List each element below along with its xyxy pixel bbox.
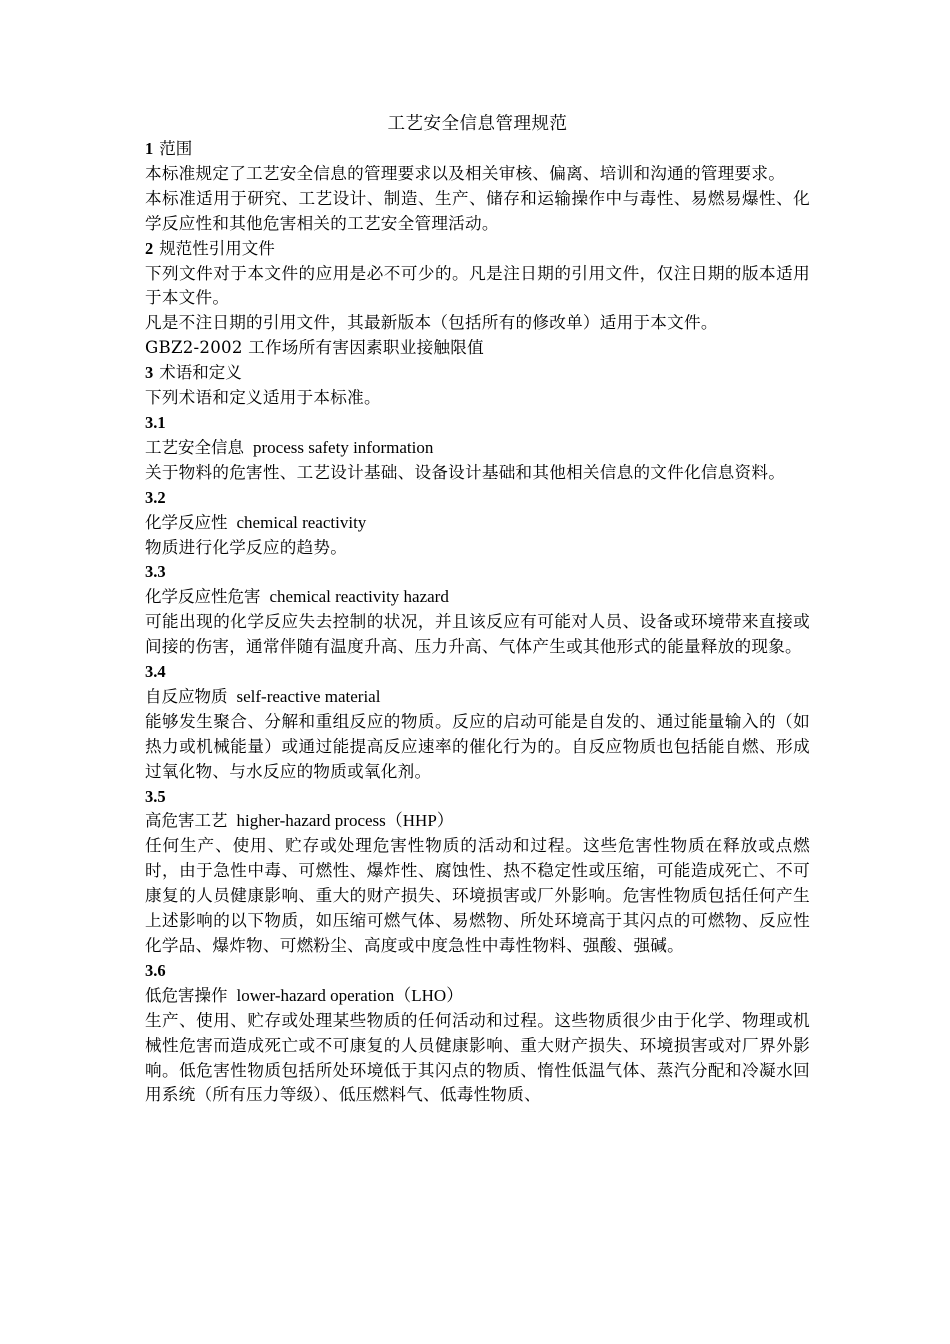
term-definition: 能够发生聚合、分解和重组反应的物质。反应的启动可能是自发的、通过能量输入的（如热力或机械能量）或通过能提高反应速率的催化行为的。自反应物质也包括能自燃、形成过氧化物、与水反应的物质或氧化剂。 xyxy=(145,711,810,781)
term-line xyxy=(145,585,810,610)
clause-number: 3.2 xyxy=(145,487,166,507)
section-number: 3 xyxy=(145,363,154,383)
term-definition: 任何生产、使用、贮存或处理危害性物质的活动和过程。这些危害性物质在释放或点燃时，由于急性中毒、可燃性、爆炸性、腐蚀性、热不稳定性或压缩，可能造成死亡、不可康复的人员健康影响、重大的财产损失、环境损害或厂外影响。危害性物质包括任何产生上述影响的以下物质，如压缩可燃气体、易燃物、所处环境高于其闪点的可燃物、反应性化学品、爆炸物、可燃粉尘、高度或中度急性中毒性物料、强酸、强碱。 xyxy=(145,836,810,955)
section-title: 规范性引用文件 xyxy=(159,238,275,258)
clause-number: 3.6 xyxy=(145,960,166,980)
term-chinese: 自反应物质 xyxy=(145,686,228,706)
section-number: 1 xyxy=(145,139,154,158)
term-line xyxy=(145,511,810,536)
section-title: 范围 xyxy=(159,139,193,158)
section-1-heading xyxy=(145,137,810,162)
section-number: 2 xyxy=(145,238,154,258)
term-english: process safety information xyxy=(253,437,434,457)
document-page xyxy=(145,112,810,1108)
section-2-heading xyxy=(145,237,810,262)
term-line xyxy=(145,809,810,834)
section-3-heading xyxy=(145,361,810,386)
term-chinese: 低危害操作 xyxy=(145,985,228,1005)
term-definition: 物质进行化学反应的趋势。 xyxy=(145,537,348,557)
clause-number: 3.4 xyxy=(145,662,166,682)
document-title: 工艺安全信息管理规范 xyxy=(387,114,568,134)
normative-reference: GBZ2-2002 工作场所有害因素职业接触限值 xyxy=(145,338,484,358)
section-2-paragraph-1: 下列文件对于本文件的应用是必不可少的。凡是注日期的引用文件，仅注日期的版本适用于本文件。 xyxy=(145,263,810,308)
term-definition: 可能出现的化学反应失去控制的状况，并且该反应有可能对人员、设备或环境带来直接或间接的伤害，通常伴随有温度升高、压力升高、气体产生或其他形式的能量释放的现象。 xyxy=(145,612,810,657)
term-chinese: 高危害工艺 xyxy=(145,811,228,831)
term-english: chemical reactivity xyxy=(236,512,367,532)
term-english: higher-hazard process（HHP） xyxy=(236,811,454,831)
section-3-paragraph-1: 下列术语和定义适用于本标准。 xyxy=(145,388,381,408)
term-english: lower-hazard operation（LHO） xyxy=(236,985,464,1005)
section-2-paragraph-2: 凡是不注日期的引用文件，其最新版本（包括所有的修改单）适用于本文件。 xyxy=(145,313,718,333)
term-chinese: 化学反应性危害 xyxy=(145,587,261,607)
clause-number: 3.1 xyxy=(145,412,166,432)
term-chinese: 工艺安全信息 xyxy=(145,437,244,457)
term-chinese: 化学反应性 xyxy=(145,512,228,532)
term-line xyxy=(145,436,810,461)
term-line xyxy=(145,685,810,710)
term-definition: 关于物料的危害性、工艺设计基础、设备设计基础和其他相关信息的文件化信息资料。 xyxy=(145,462,786,482)
clause-number: 3.5 xyxy=(145,786,166,806)
term-line xyxy=(145,984,810,1009)
term-english: self-reactive material xyxy=(236,686,381,706)
section-1-paragraph-2: 本标准适用于研究、工艺设计、制造、生产、储存和运输操作中与毒性、易燃易爆性、化学反应性和其他危害相关的工艺安全管理活动。 xyxy=(145,188,810,233)
section-title: 术语和定义 xyxy=(159,363,242,383)
section-1-paragraph-1: 本标准规定了工艺安全信息的管理要求以及相关审核、偏离、培训和沟通的管理要求。 xyxy=(145,163,786,183)
term-english: chemical reactivity hazard xyxy=(269,587,449,607)
clause-number: 3.3 xyxy=(145,562,166,582)
term-definition: 生产、使用、贮存或处理某些物质的任何活动和过程。这些物质很少由于化学、物理或机械性危害而造成死亡或不可康复的人员健康影响、重大财产损失、环境损害或对厂界外影响。低危害性物质包括所处环境低于其闪点的物质、惰性低温气体、蒸汽分配和冷凝水回用系统（所有压力等级）、低压燃料气、低毒性物质、 xyxy=(145,1010,810,1105)
